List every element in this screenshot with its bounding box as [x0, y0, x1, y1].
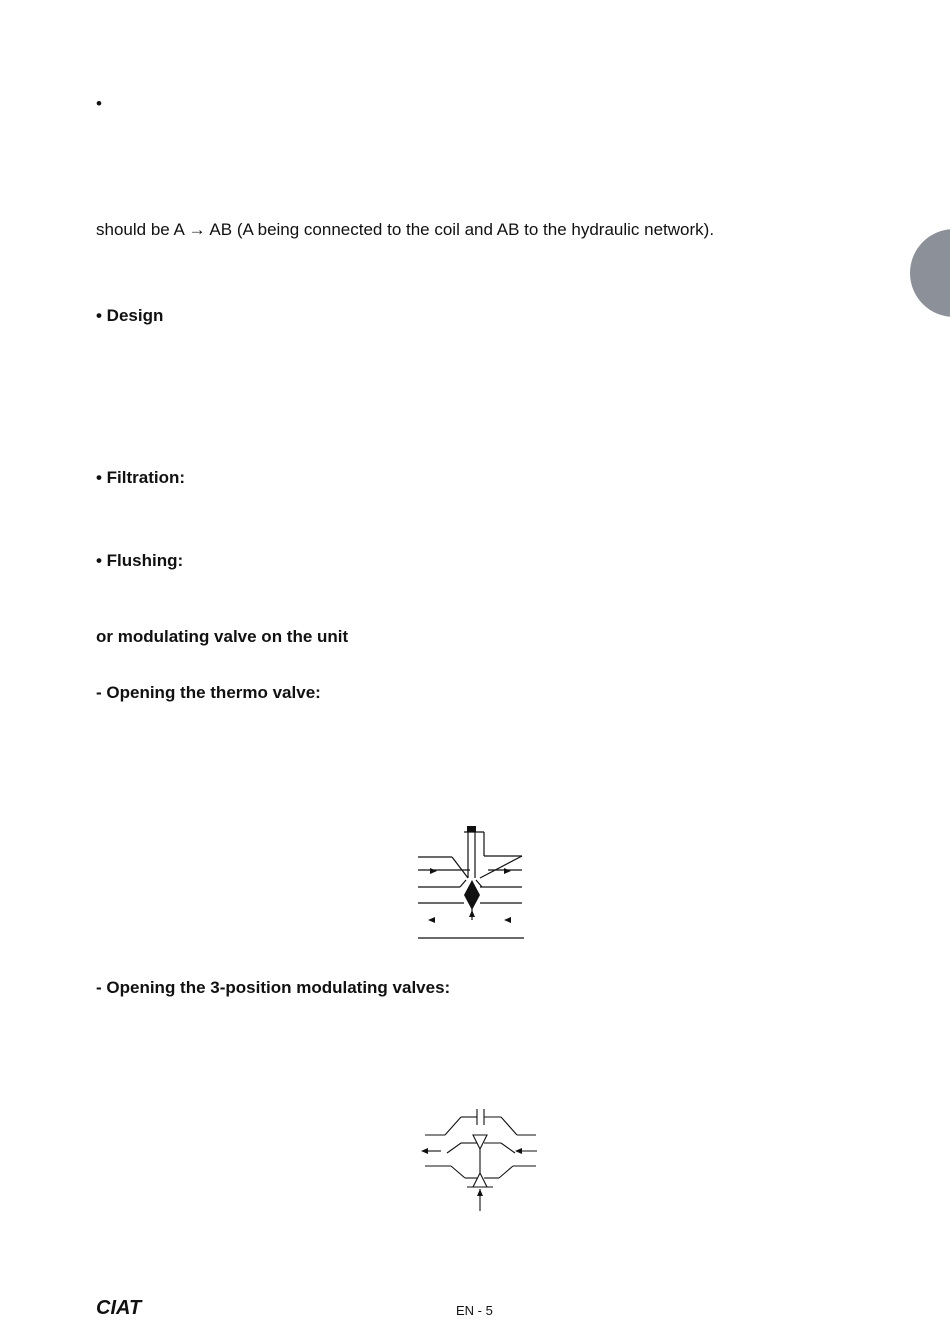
three-position-valve-diagram [415, 1103, 545, 1215]
heading-flushing: • Flushing: [96, 551, 184, 570]
ciat-logo: CIAT [96, 1297, 142, 1319]
page-number: EN - 5 [456, 1303, 493, 1318]
thermo-valve-diagram [410, 820, 532, 946]
heading-filtration: • Filtration: [96, 468, 186, 487]
paragraph-flow-direction: should be A → AB (A being connected to the coil and AB to the hydraulic network). [96, 220, 715, 239]
section-tab-marker [910, 229, 950, 317]
heading-modulating-valve: or modulating valve on the unit [96, 627, 349, 646]
heading-design: • Design [96, 306, 164, 325]
heading-opening-3-position-valves: - Opening the 3-position modulating valves: [96, 978, 451, 997]
heading-opening-thermo-valve: - Opening the thermo valve: [96, 683, 321, 702]
bullet-marker: • [96, 94, 102, 113]
